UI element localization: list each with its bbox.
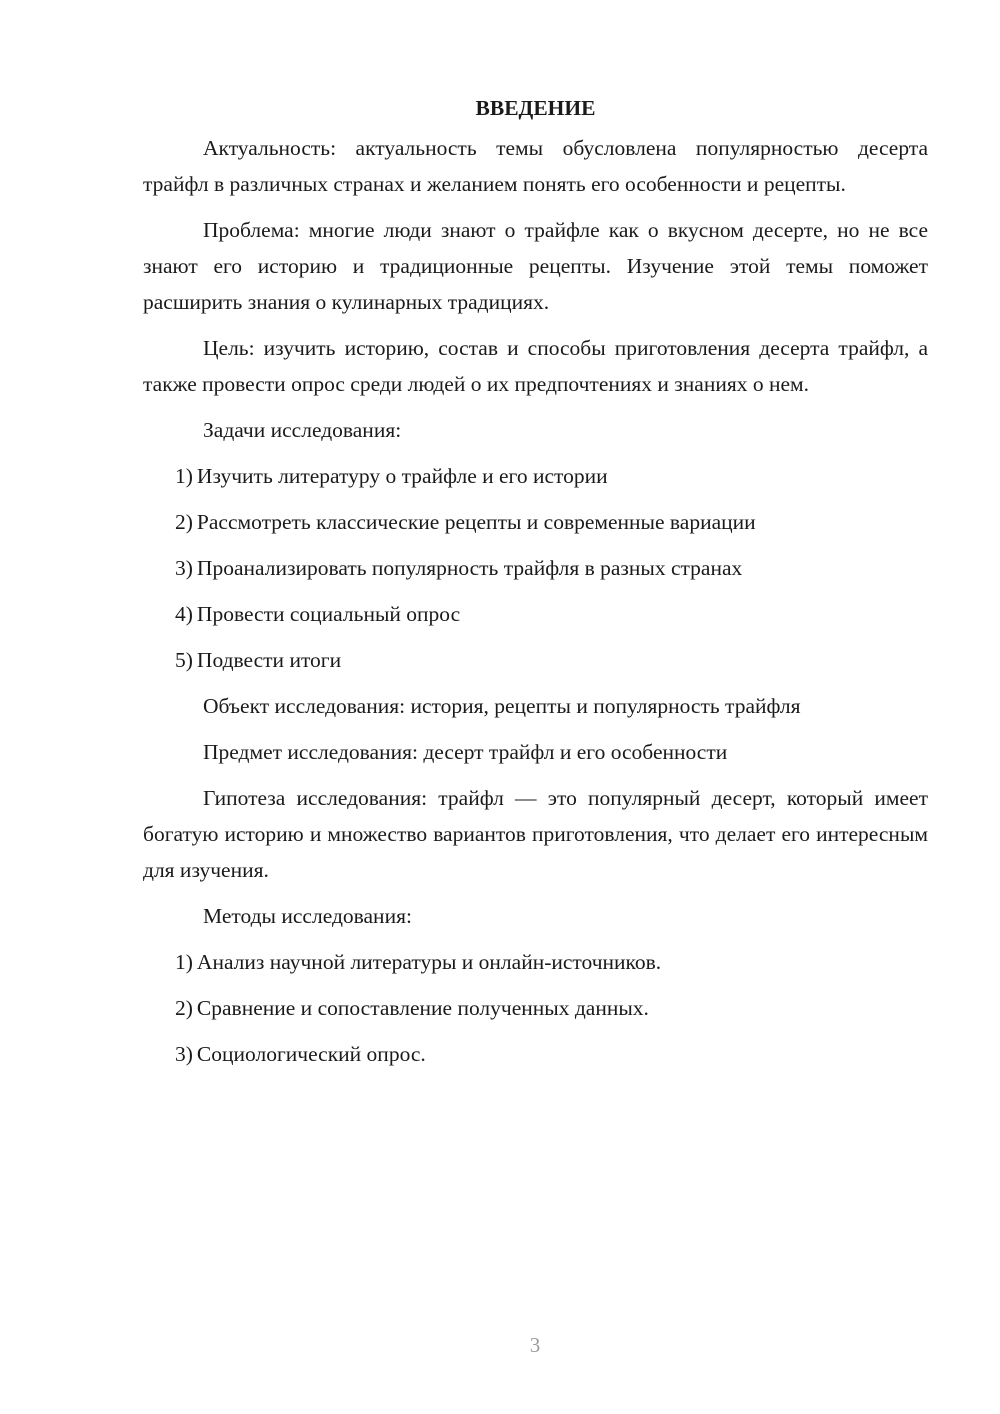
page-number: 3 bbox=[529, 1333, 541, 1357]
list-item: 5) Подвести итоги bbox=[175, 648, 342, 672]
list-item: 4) Провести социальный опрос bbox=[175, 602, 461, 626]
methods-list bbox=[143, 944, 928, 1072]
methods-heading: Методы исследования: bbox=[203, 904, 412, 928]
list-item: 3) Социологический опрос. bbox=[175, 1042, 426, 1066]
list-item: 1) Анализ научной литературы и онлайн-источников. bbox=[175, 950, 662, 974]
list-item: 2) Рассмотреть классические рецепты и современные вариации bbox=[175, 510, 756, 534]
object-line: Объект исследования: история, рецепты и популярность трайфля bbox=[203, 694, 801, 718]
list-item: 3) Проанализировать популярность трайфля в разных странах bbox=[175, 556, 743, 580]
subject-line: Предмет исследования: десерт трайфл и его особенности bbox=[203, 740, 728, 764]
problem-paragraph: Проблема: многие люди знают о трайфле как о вкусном десерте, но не все знают его историю и традиционные рецепты. Изучение этой темы поможет расширить знания о кулинарных традициях. bbox=[143, 218, 928, 314]
list-item: 1) Изучить литературу о трайфле и его истории bbox=[175, 464, 608, 488]
document-page bbox=[143, 90, 928, 1082]
goal-paragraph: Цель: изучить историю, состав и способы приготовления десерта трайфл, а также провести опрос среди людей о их предпочтениях и знаниях о нем. bbox=[143, 336, 928, 396]
tasks-list bbox=[143, 458, 928, 678]
page-title: ВВЕДЕНИЕ bbox=[475, 96, 596, 120]
list-item: 2) Сравнение и сопоставление полученных данных. bbox=[175, 996, 649, 1020]
hypothesis-paragraph: Гипотеза исследования: трайфл — это популярный десерт, который имеет богатую историю и множество вариантов приготовления, что делает его интересным для изучения. bbox=[143, 786, 928, 882]
tasks-heading: Задачи исследования: bbox=[203, 418, 402, 442]
relevance-paragraph: Актуальность: актуальность темы обусловлена популярностью десерта трайфл в различных странах и желанием понять его особенности и рецепты. bbox=[143, 136, 928, 196]
